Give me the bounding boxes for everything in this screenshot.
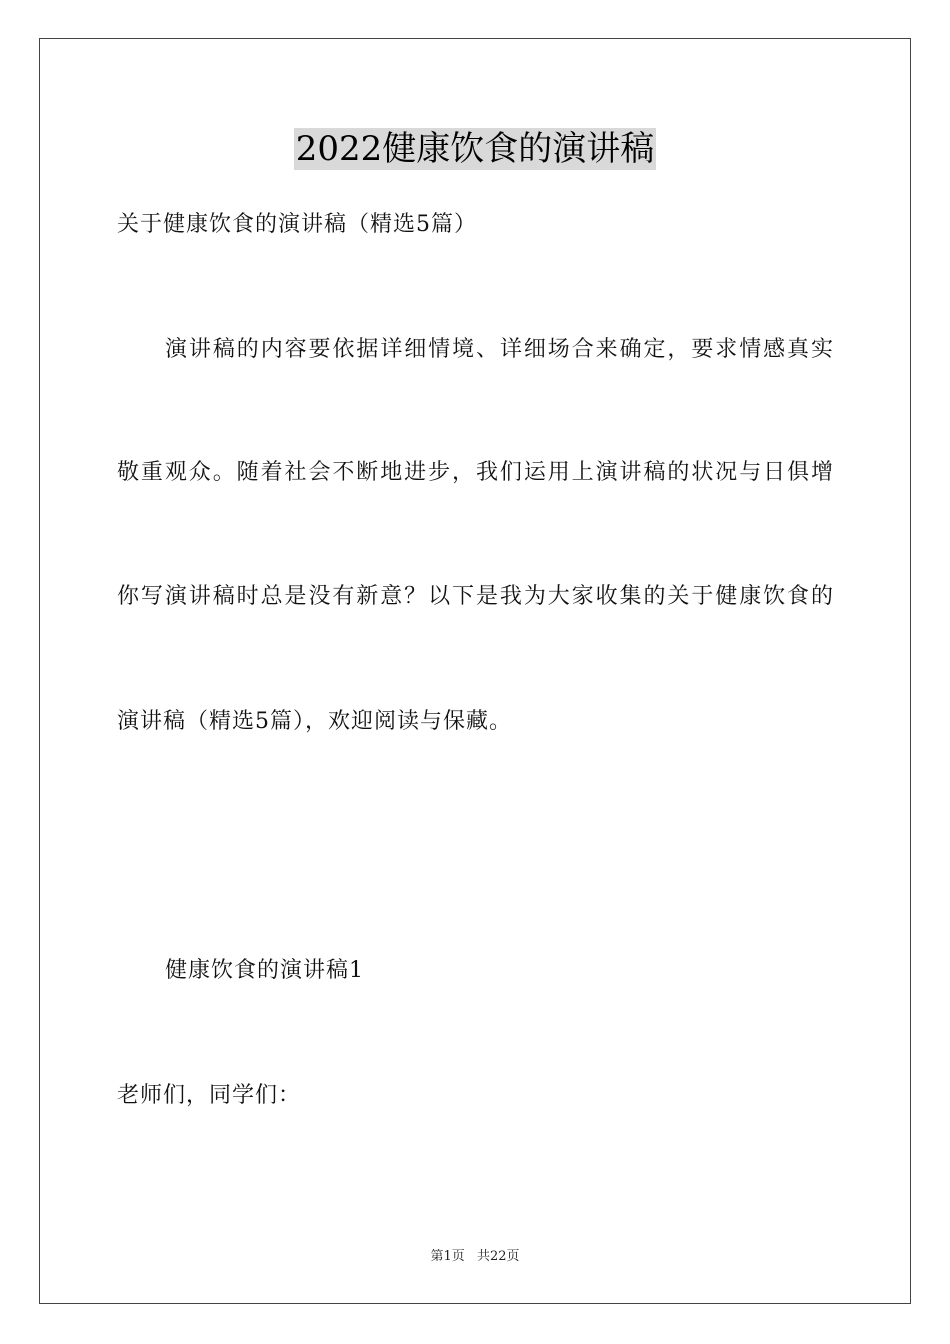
intro-line-2: 敬重观众。随着社会不断地进步，我们运用上演讲稿的状况与日俱增 <box>117 460 833 485</box>
greeting: 老师们，同学们： <box>117 1083 302 1108</box>
document-subtitle: 关于健康饮食的演讲稿（精选5篇） <box>117 212 477 237</box>
intro-line-4: 演讲稿（精选5篇），欢迎阅读与保藏。 <box>117 709 512 734</box>
page-footer <box>0 1248 950 1266</box>
intro-line-1: 演讲稿的内容要依据详细情境、详细场合来确定，要求情感真实 <box>165 337 833 362</box>
page-number: 第1页 <box>430 1249 465 1264</box>
section-heading: 健康饮食的演讲稿1 <box>165 958 364 983</box>
title-container <box>0 128 950 170</box>
total-pages: 共22页 <box>476 1249 520 1264</box>
intro-line-3: 你写演讲稿时总是没有新意？以下是我为大家收集的关于健康饮食的 <box>117 584 833 609</box>
document-title: 2022健康饮食的演讲稿 <box>295 129 655 169</box>
